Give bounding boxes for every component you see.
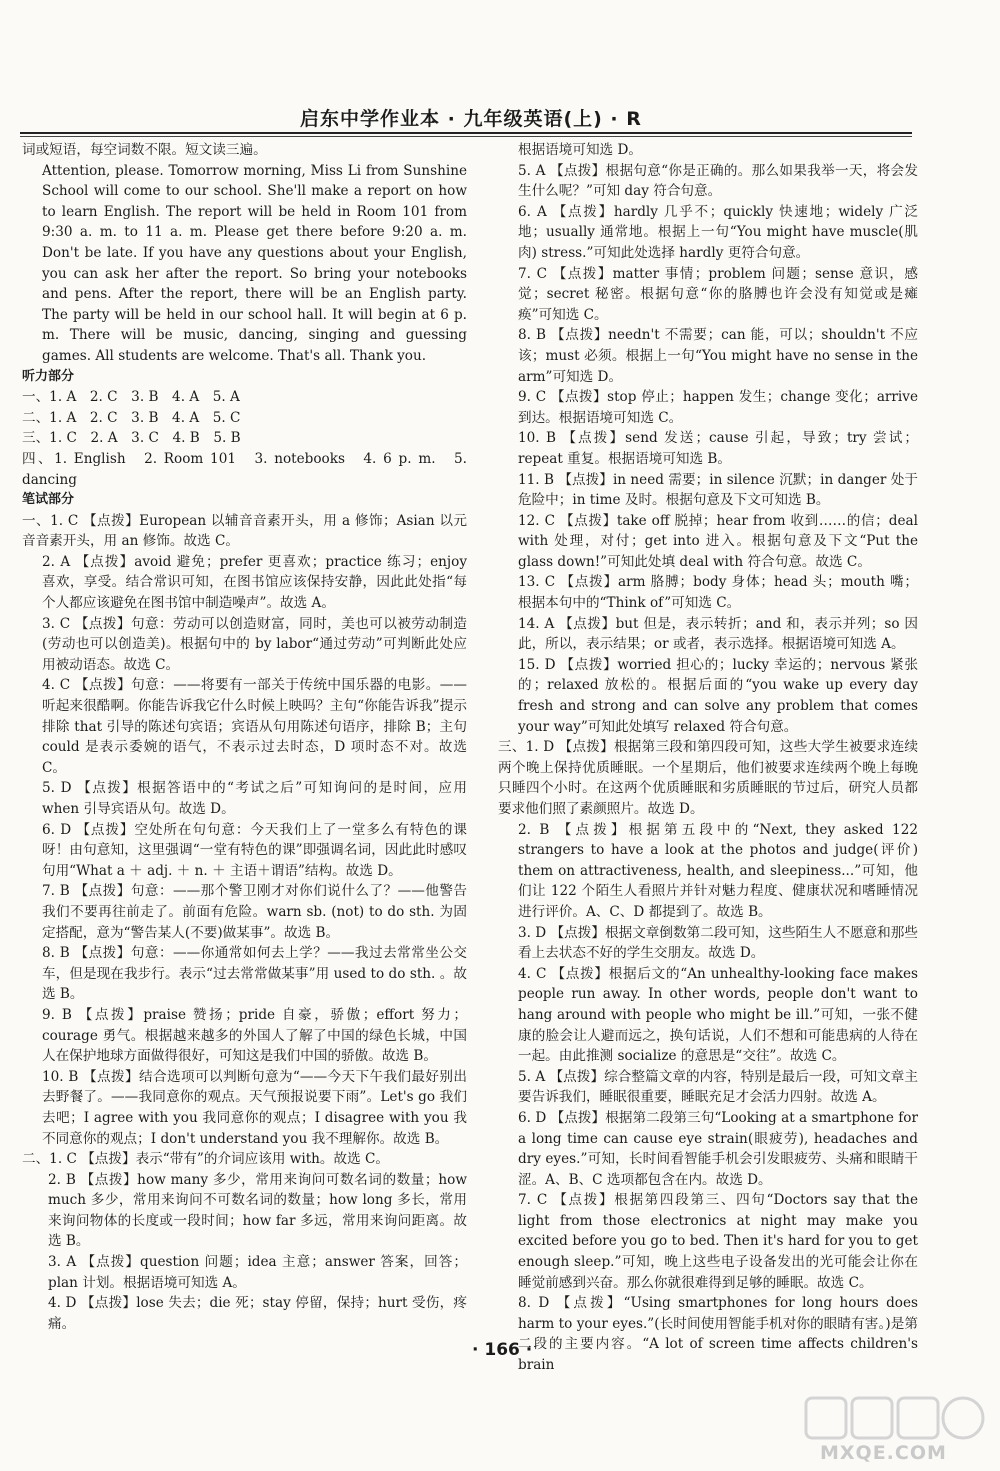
- right-paragraph: 13. C 【点拨】arm 胳膊；body 身体；head 头；mouth 嘴；根据本句中的“Think of”可知选 C。: [518, 574, 918, 612]
- watermark-url: MXQE.COM: [820, 1442, 947, 1464]
- left-paragraph: 4. D 【点拨】lose 失去；die 死；stay 停留，保持；hurt 受伤，疼痛。: [48, 1295, 467, 1332]
- right-paragraph: 2. B 【点拨】根据第五段中的“Next, they asked 122 strangers to have a look at the photos and judge(评价) them on attractiveness, health, and sleepiness...”可知，他们让 122 个陌生人看照片并针对魅力程度、健康状况和嗜睡情况进行评价。A、C、D 都提到了。故选 B。: [518, 821, 918, 920]
- left-paragraph: 5. D 【点拨】根据答语中的“考试之后”可知询问的是时间，应用 when 引导宾语从句。故选 D。: [42, 780, 467, 817]
- right-paragraph: 3. D 【点拨】根据文章倒数第二段可知，这些陌生人不愿意和那些看上去状态不好的学生交朋友。故选 D。: [518, 924, 918, 962]
- right-paragraph: 8. D 【点拨】“Using smartphones for long hours does harm to your eyes.”(长时间使用智能手机对你的眼睛有害。)是第二段的主要内容。“A lot of screen time affects children's brain: [518, 1295, 918, 1374]
- right-paragraph: 5. A 【点拨】根据句意“你是正确的。那么如果我举一天，将会发生什么呢？”可知 day 符合句意。: [518, 162, 918, 200]
- right-paragraph: 6. D 【点拨】根据第二段第三句“Looking at a smartphone for a long time can cause eye strain(眼疲劳), headaches and dry eyes.”可知，长时间看智能手机会引发眼疲劳、头痛和眼睛干涩。A、B、C 选项都包含在内。故选 D。: [518, 1109, 918, 1188]
- right-column: [498, 140, 918, 1376]
- right-paragraph: 6. A 【点拨】hardly 几乎不；quickly 快速地；widely 广泛地；usually 通常地。根据上一句“You might have muscle(肌肉) stress.”可知此处选择 hardly 更符合句意。: [518, 203, 918, 261]
- header-rule: [20, 132, 912, 137]
- left-paragraph: 一、1. A 2. C 3. B 4. A 5. A: [22, 389, 240, 406]
- right-paragraph: 8. B 【点拨】needn't 不需要；can 能，可以；shouldn't 不应该；must 必须。根据上一句“You might have no sense in the arm”可知选 D。: [518, 327, 918, 385]
- right-paragraph: 15. D 【点拨】worried 担心的；lucky 幸运的；nervous 紧张的；relaxed 放松的。根据后面的“you wake up every day fresh and strong and can solve any problem that comes your way”可知此处填写 relaxed 符合句意。: [518, 656, 918, 735]
- left-column: [22, 140, 467, 1334]
- left-paragraph: 10. B 【点拨】结合选项可以判断句意为“——今天下午我们最好别出去野餐了。——我同意你的观点。天气预报说要下雨”。Let's go 我们去吧；I agree with you 我同意你的观点；I disagree with you 我不同意你的观点；I don't understand you 我不理解你。故选 B。: [42, 1068, 467, 1147]
- left-paragraph: 7. B 【点拨】句意：——那个警卫刚才对你们说什么了？——他警告我们不要再往前走了。前面有危险。warn sb. (not) to do sth. 为固定搭配，意为“警告某人(不要)做某事”。故选 B。: [42, 883, 467, 941]
- left-paragraph: 一、1. C 【点拨】European 以辅音音素开头，用 a 修饰；Asian 以元音音素开头，用 an 修饰。故选 C。: [22, 512, 467, 550]
- right-paragraph: 4. C 【点拨】根据后文的“An unhealthy-looking face makes people run away. In other words, people don't want to hang around with people who might be ill.”可知，一张不健康的脸会让人避而远之，换句话说，人们不想和可能患病的人待在一起。由此推测 socialize 的意思是“交往”。故选 C。: [518, 965, 918, 1065]
- left-paragraph: 二、1. A 2. C 3. B 4. A 5. C: [22, 409, 241, 426]
- left-paragraph: 三、1. C 2. A 3. C 4. B 5. B: [22, 430, 241, 447]
- right-paragraph: 根据语境可知选 D。: [518, 142, 642, 158]
- left-paragraph: 3. C 【点拨】句意：劳动可以创造财富，同时，美也可以被劳动制造(劳动也可以创造美)。根据句中的 by labor“通过劳动”可判断此处应用被动语态。故选 C。: [42, 615, 467, 673]
- left-paragraph: 笔试部分: [22, 492, 75, 508]
- left-paragraph: 词或短语，每空词数不限。短文读三遍。: [22, 142, 267, 158]
- right-paragraph: 10. B 【点拨】send 发送；cause 引起，导致；try 尝试；repeat 重复。根据语境可知选 B。: [518, 430, 918, 467]
- left-paragraph: 9. B 【点拨】praise 赞扬；pride 自豪，骄傲；effort 努力；courage 勇气。根据越来越多的外国人了解了中国的绿色长城，中国人在保护地球方面做得很好，可知这是我们中国的骄傲。故选 B。: [42, 1006, 467, 1065]
- right-paragraph: 三、1. D 【点拨】根据第三段和第四段可知，这些大学生被要求连续两个晚上保持优质睡眠。一个星期后，他们被要求连续两个晚上每晚只睡四个小时。在这两个优质睡眠和劣质睡眠的节过后，研究人员都要求他们照了素颜照片。故选 D。: [498, 739, 918, 817]
- right-paragraph: 7. C 【点拨】根据第四段第三、四句“Doctors say that the light from those electronics at night may make you excited before you go to bed. Then it's hard for you to get enough sleep.”可知，晚上这些电子设备发出的光可能会让你在睡觉前感到兴奋。那么你就很难得到足够的睡眠。故选 C。: [518, 1192, 918, 1291]
- left-paragraph: 6. D 【点拨】空处所在句句意：今天我们上了一堂多么有特色的课呀！由句意知，这里强调“一堂有特色的课”即强调名词，因此此时感叹句用“What a ＋ adj. ＋ n. ＋ 主语＋谓语”结构。故选 D。: [42, 821, 467, 879]
- left-paragraph: 二、1. C 【点拨】表示“带有”的介词应该用 with。故选 C。: [22, 1151, 390, 1168]
- left-paragraph: 4. C 【点拨】句意：——将要有一部关于传统中国乐器的电影。——听起来很酷啊。你能告诉我它什么时候上映吗？主句“你能告诉我”提示排除 that 引导的陈述句宾语；宾语从句用陈述句语序，排除 B；主句 could 是表示委婉的语气，不表示过去时态，D 项时态不对。故选 C。: [42, 677, 467, 776]
- right-paragraph: 11. B 【点拨】in need 需要；in silence 沉默；in danger 处于危险中；in time 及时。根据句意及下文可知选 B。: [518, 471, 918, 509]
- page-header: 启东中学作业本 · 九年级英语(上) · R: [300, 108, 642, 130]
- left-paragraph: 听力部分: [22, 368, 75, 384]
- left-paragraph: 8. B 【点拨】句意：——你通常如何去上学？——我过去常常坐公交车，但是现在我步行。表示“过去常常做某事”用 used to do sth. 。故选 B。: [42, 945, 467, 1003]
- left-paragraph: 3. A 【点拨】question 问题；idea 主意；answer 答案，回答；plan 计划。根据语境可知选 A。: [48, 1254, 467, 1291]
- right-paragraph: 14. A 【点拨】but 但是，表示转折；and 和，表示并列；so 因此，所以，表示结果；or 或者，表示选择。根据语境可知选 A。: [518, 615, 918, 653]
- right-paragraph: 7. C 【点拨】matter 事情；problem 问题；sense 意识，感觉；secret 秘密。根据句意“你的胳膊也许会没有知觉或是瘫痪”可知选 C。: [518, 265, 918, 323]
- right-paragraph: 5. A 【点拨】综合整篇文章的内容，特别是最后一段，可知文章主要告诉我们，睡眠很重要，睡眠充足才会活力四射。故选 A。: [518, 1068, 918, 1106]
- left-paragraph: Attention, please. Tomorrow morning, Miss Li from Sunshine School will come to our school. She'll make a report on how to learn English. The report will be held in Room 101 from 9:30 a. m. to 11 a. m. Please get there before 9:20 a. m. Don't be late. If you have any questions about your English, you can ask her after the report. So bring your notebooks and pens. After the report, there will be an English party. The party will be held in our school hall. It will begin at 6 p. m. There will be music, dancing, singing and guessing games. All students are welcome. That's all. Thank you.: [42, 162, 467, 364]
- left-paragraph: 2. A 【点拨】avoid 避免；prefer 更喜欢；practice 练习；enjoy 喜欢，享受。结合常识可知，在图书馆应该保持安静，因此此处指“每个人都应该避免在图书馆中制造噪声”。故选 A。: [42, 553, 467, 612]
- page-number: · 166 ·: [472, 1340, 533, 1360]
- right-paragraph: 12. C 【点拨】take off 脱掉；hear from 收到……的信；deal with 处理，对付；get into 进入。根据句意及下文“Put the glass down!”可知此处填 deal with 符合句意。故选 C。: [518, 512, 918, 570]
- left-paragraph: 2. B 【点拨】how many 多少，常用来询问可数名词的数量；how much 多少，常用来询问不可数名词的数量；how long 多长，常用来询问物体的长度或一段时间；how far 多远，常用来询问距离。故选 B。: [48, 1171, 467, 1250]
- left-paragraph: 四、1. English 2. Room 101 3. notebooks 4. 6 p. m. 5. dancing: [22, 450, 467, 488]
- right-paragraph: 9. C 【点拨】stop 停止；happen 发生；change 变化；arrive 到达。根据语境可知选 C。: [518, 389, 918, 426]
